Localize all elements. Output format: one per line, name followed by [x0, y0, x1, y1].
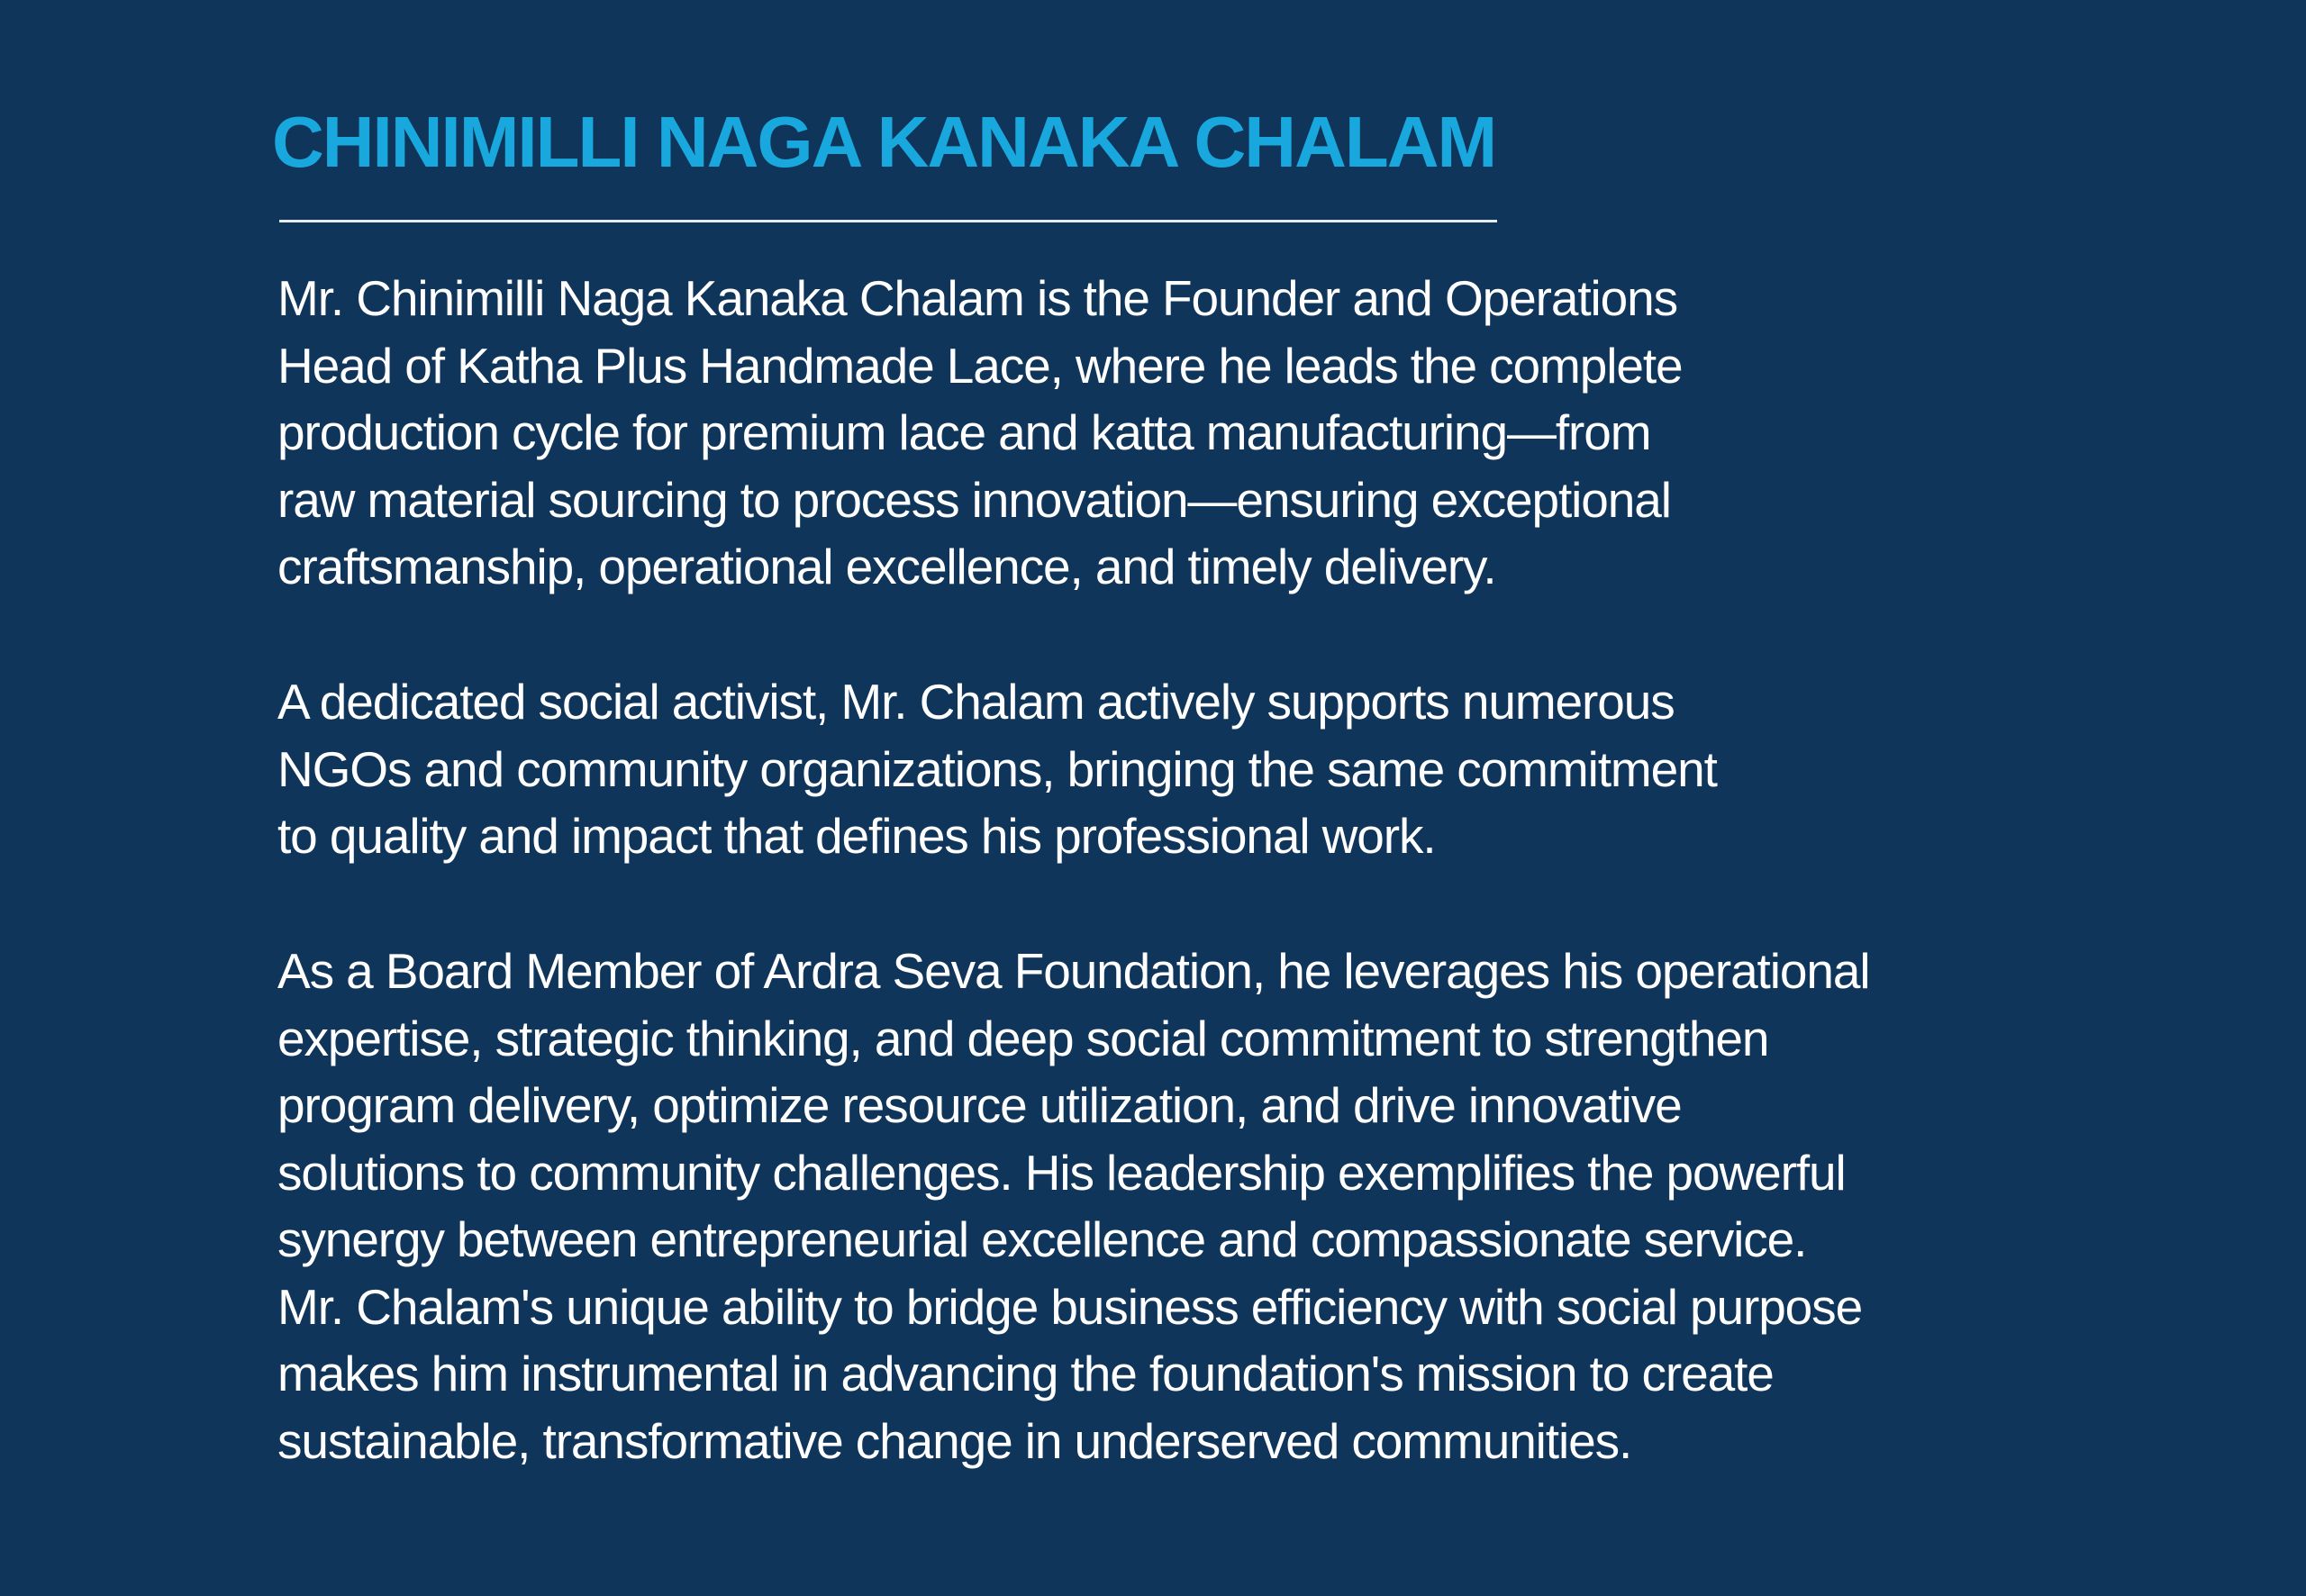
bio-line: Mr. Chinimilli Naga Kanaka Chalam is the Founder and Operations [277, 270, 1678, 326]
bio-line: sustainable, transformative change in underserved communities. [277, 1412, 1632, 1469]
title-divider [279, 220, 1497, 222]
bio-paragraph-social-activism [277, 668, 2115, 870]
bio-line: production cycle for premium lace and katta manufacturing—from [277, 404, 1651, 460]
bio-line: raw material sourcing to process innovation—ensuring exceptional [277, 471, 1671, 528]
bio-line: synergy between entrepreneurial excellence and compassionate service. [277, 1211, 1807, 1267]
bio-line: As a Board Member of Ardra Seva Foundation, he leverages his operational [277, 943, 1870, 999]
bio-line: program delivery, optimize resource utilization, and drive innovative [277, 1077, 1682, 1133]
bio-line: makes him instrumental in advancing the foundation's mission to create [277, 1346, 1774, 1401]
profile-name-title: CHINIMILLI NAGA KANAKA CHALAM [272, 102, 1496, 182]
bio-line: to quality and impact that defines his professional work. [277, 808, 1436, 864]
bio-paragraph-board-member [277, 938, 2115, 1474]
bio-line: Mr. Chalam's unique ability to bridge business efficiency with social purpose [277, 1278, 1863, 1335]
bio-paragraph-founder [277, 265, 2115, 601]
bio-line: NGOs and community organizations, bringing the same commitment [277, 740, 1717, 797]
bio-line: craftsmanship, operational excellence, and timely delivery. [277, 539, 1496, 594]
bio-line: A dedicated social activist, Mr. Chalam actively supports numerous [277, 674, 1675, 730]
bio-line: solutions to community challenges. His leadership exemplifies the powerful [277, 1144, 1846, 1201]
bio-line: Head of Katha Plus Handmade Lace, where he leads the complete [277, 337, 1683, 394]
bio-line: expertise, strategic thinking, and deep social commitment to strengthen [277, 1010, 1769, 1066]
